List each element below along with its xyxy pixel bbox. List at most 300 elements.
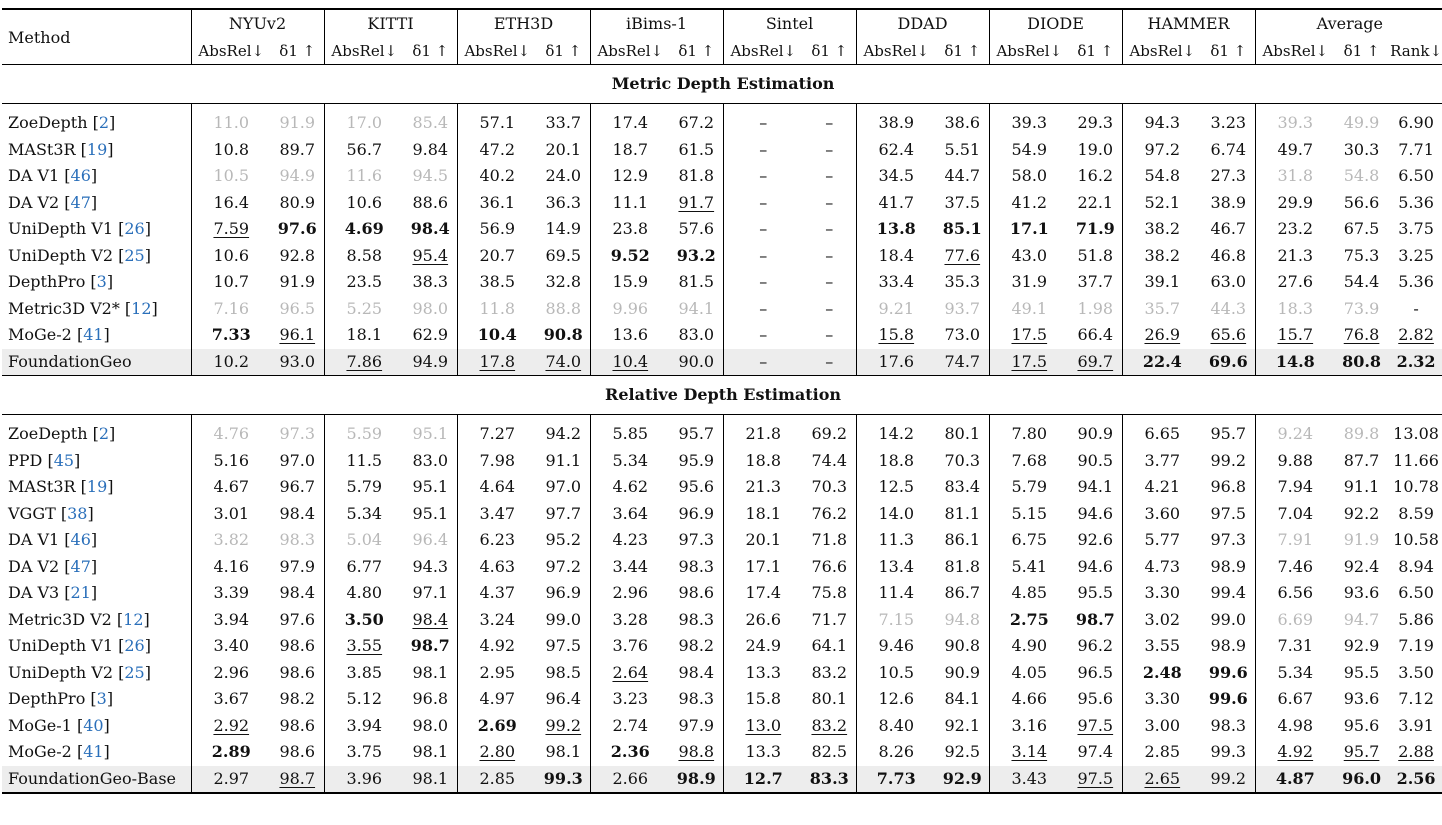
value-text: 2.56 (1396, 768, 1436, 788)
value-text: 2.74 (612, 715, 649, 735)
value-text: 3.82 (213, 530, 250, 550)
citation-link[interactable]: 3 (96, 689, 107, 709)
value-text: 3.75 (346, 742, 383, 762)
value-cell (404, 633, 457, 660)
value-text: 54.4 (1343, 272, 1380, 292)
value-cell (1122, 766, 1202, 794)
value-cell (1202, 580, 1255, 607)
value-text: 88.6 (412, 192, 449, 212)
value-cell (590, 474, 670, 501)
value-cell (803, 163, 856, 190)
citation-link[interactable]: 40 (83, 715, 104, 735)
value-text: – (759, 166, 768, 186)
value-cell (1202, 739, 1255, 766)
value-cell (324, 713, 404, 740)
value-cell (1255, 243, 1335, 270)
value-text: 2.65 (1144, 768, 1181, 788)
value-text: 3.94 (346, 715, 383, 735)
table-row (2, 163, 1442, 190)
value-cell (537, 296, 590, 323)
value-text: 17.8 (479, 351, 516, 371)
value-cell (457, 607, 537, 634)
value-cell (271, 686, 324, 713)
metric-header-delta1: δ1 ↑ (936, 37, 989, 65)
value-text: 12.7 (743, 768, 783, 788)
results-table (2, 8, 1442, 794)
value-cell (989, 527, 1069, 554)
dataset-header-nyuv2: NYUv2 (191, 9, 324, 37)
value-text: 4.63 (479, 556, 516, 576)
value-text: 85.1 (942, 219, 982, 239)
value-cell (936, 110, 989, 137)
value-text: 83.2 (811, 715, 848, 735)
value-text: 81.5 (678, 272, 715, 292)
value-cell (1335, 527, 1388, 554)
value-text: 98.9 (1210, 636, 1247, 656)
value-cell (537, 713, 590, 740)
value-text: 83.2 (811, 662, 848, 682)
value-cell (1202, 216, 1255, 243)
citation-link[interactable]: 25 (124, 662, 145, 682)
citation-link[interactable]: 19 (86, 139, 108, 159)
value-text: 2.75 (1009, 609, 1049, 629)
value-text: 71.8 (811, 530, 848, 550)
value-text: 7.27 (479, 424, 516, 444)
dataset-header-ddad: DDAD (856, 9, 989, 37)
value-text: 5.79 (346, 477, 383, 497)
value-text: 7.15 (878, 609, 915, 629)
value-text: – (825, 113, 834, 133)
value-cell (1388, 580, 1442, 607)
citation-link[interactable]: 25 (124, 245, 145, 265)
value-cell (457, 216, 537, 243)
value-text: 4.92 (479, 636, 516, 656)
metric-header-absrel: AbsRel↓ (457, 37, 537, 65)
citation-link[interactable]: 21 (70, 583, 91, 603)
value-text: 90.9 (944, 662, 981, 682)
value-cell (856, 739, 936, 766)
value-cell (457, 580, 537, 607)
value-cell (1255, 527, 1335, 554)
value-cell (803, 349, 856, 376)
value-cell (404, 686, 457, 713)
value-text: 17.4 (745, 583, 782, 603)
header-row-datasets (2, 9, 1442, 37)
section-title: Metric Depth Estimation (2, 65, 1442, 104)
value-text: 97.5 (1077, 768, 1114, 788)
value-cell (989, 766, 1069, 794)
value-cell (1069, 580, 1122, 607)
method-name-cell: PPD [45] (2, 448, 191, 475)
value-cell (856, 580, 936, 607)
value-cell (590, 137, 670, 164)
method-name: PPD (8, 450, 43, 470)
citation-link[interactable]: 46 (70, 530, 91, 550)
table-row (2, 527, 1442, 554)
value-text: 13.3 (745, 742, 782, 762)
value-text: 14.8 (1275, 351, 1315, 371)
value-cell (670, 739, 723, 766)
value-text: 18.1 (346, 325, 383, 345)
value-text: 43.0 (1011, 245, 1048, 265)
citation-link[interactable]: 2 (98, 424, 110, 444)
value-text: 3.75 (1398, 219, 1434, 239)
value-text: 24.0 (545, 166, 582, 186)
citation-link[interactable]: 2 (98, 113, 110, 133)
value-text: 87.7 (1343, 450, 1380, 470)
value-cell (404, 322, 457, 349)
value-cell (803, 269, 856, 296)
value-cell (457, 766, 537, 794)
value-text: 95.5 (1343, 662, 1380, 682)
value-cell (1069, 137, 1122, 164)
value-text: 94.8 (944, 609, 981, 629)
value-text: 13.3 (745, 662, 782, 682)
value-text: 7.46 (1277, 556, 1314, 576)
value-text: 5.15 (1011, 503, 1048, 523)
value-cell (1069, 501, 1122, 528)
value-text: 96.5 (279, 298, 316, 318)
value-cell (856, 501, 936, 528)
value-cell (989, 580, 1069, 607)
value-cell (191, 322, 271, 349)
value-cell (1255, 686, 1335, 713)
value-cell (1069, 322, 1122, 349)
value-cell (1202, 766, 1255, 794)
value-text: 94.3 (1144, 113, 1181, 133)
table-row (2, 554, 1442, 581)
value-text: 94.3 (412, 556, 449, 576)
value-text: 77.6 (944, 245, 981, 265)
value-text: 90.8 (944, 636, 981, 656)
value-cell (191, 501, 271, 528)
value-text: 98.7 (279, 768, 316, 788)
value-text: 98.3 (678, 689, 715, 709)
value-text: 90.0 (678, 351, 715, 371)
value-cell (1122, 421, 1202, 448)
value-text: 5.41 (1011, 556, 1048, 576)
value-text: 2.97 (213, 768, 250, 788)
value-text: 93.7 (944, 298, 981, 318)
metric-header-absrel: AbsRel↓ (191, 37, 271, 65)
value-cell (803, 739, 856, 766)
value-cell (1335, 322, 1388, 349)
value-text: 97.5 (1077, 715, 1114, 735)
value-cell (803, 243, 856, 270)
value-cell (1202, 686, 1255, 713)
value-text: – (759, 325, 768, 345)
citation-link[interactable]: 3 (96, 272, 107, 292)
value-text: 22.1 (1077, 192, 1114, 212)
value-text: 69.2 (811, 424, 848, 444)
value-text: 80.1 (944, 424, 981, 444)
value-cell (590, 216, 670, 243)
method-name-cell: ZoeDepth [2] (2, 110, 191, 137)
value-cell (271, 554, 324, 581)
value-cell (670, 269, 723, 296)
value-text: 98.8 (678, 742, 715, 762)
value-text: 93.2 (676, 245, 716, 265)
value-text: 76.6 (811, 556, 848, 576)
section-title-row (2, 65, 1442, 104)
value-text: 38.2 (1144, 245, 1181, 265)
value-text: 5.34 (612, 450, 649, 470)
value-cell (404, 349, 457, 376)
value-cell (1069, 110, 1122, 137)
citation-link[interactable]: 47 (70, 556, 91, 576)
value-cell (191, 686, 271, 713)
method-name: ZoeDepth (8, 424, 88, 444)
value-cell (271, 163, 324, 190)
value-text: 3.25 (1398, 245, 1434, 265)
value-text: 52.1 (1144, 192, 1181, 212)
method-name-cell: MASt3R [19] (2, 137, 191, 164)
value-text: 36.1 (479, 192, 516, 212)
value-text: 26.6 (745, 609, 782, 629)
value-cell (856, 527, 936, 554)
citation-link[interactable]: 47 (70, 192, 91, 212)
value-text: 76.2 (811, 503, 848, 523)
value-cell (537, 137, 590, 164)
value-cell (1335, 421, 1388, 448)
value-cell (670, 349, 723, 376)
value-cell (856, 633, 936, 660)
value-text: 80.1 (811, 689, 848, 709)
value-text: – (825, 166, 834, 186)
value-cell (670, 110, 723, 137)
dataset-header-sintel: Sintel (723, 9, 856, 37)
value-text: 7.33 (211, 325, 251, 345)
value-text: 90.8 (543, 325, 583, 345)
value-text: 13.4 (878, 556, 915, 576)
value-cell (856, 243, 936, 270)
value-cell (989, 421, 1069, 448)
value-text: 54.8 (1144, 166, 1181, 186)
value-cell (989, 501, 1069, 528)
citation-link[interactable]: 41 (83, 325, 104, 345)
value-cell (856, 269, 936, 296)
value-text: 11.4 (878, 583, 915, 603)
value-text: – (825, 139, 834, 159)
value-text: 98.5 (545, 662, 582, 682)
value-cell (1255, 421, 1335, 448)
method-name-cell: DA V3 [21] (2, 580, 191, 607)
value-text: 3.01 (213, 503, 250, 523)
value-cell (803, 660, 856, 687)
value-cell (537, 501, 590, 528)
value-text: 9.88 (1277, 450, 1314, 470)
value-text: 5.04 (346, 530, 383, 550)
value-cell (1255, 713, 1335, 740)
value-cell (457, 349, 537, 376)
value-cell (324, 554, 404, 581)
method-name: Metric3D V2 (8, 609, 112, 629)
value-cell (803, 110, 856, 137)
value-text: 4.80 (346, 583, 383, 603)
value-cell (1202, 243, 1255, 270)
citation-link[interactable]: 46 (70, 166, 91, 186)
value-cell (590, 527, 670, 554)
value-cell (936, 501, 989, 528)
value-text: 4.98 (1277, 715, 1314, 735)
value-cell (989, 474, 1069, 501)
value-text: 14.0 (878, 503, 915, 523)
value-text: 92.5 (944, 742, 981, 762)
value-cell (457, 686, 537, 713)
value-cell (404, 269, 457, 296)
value-text: 39.3 (1011, 113, 1048, 133)
citation-link[interactable]: 12 (123, 609, 144, 629)
table-row (2, 110, 1442, 137)
value-text: 18.7 (612, 139, 649, 159)
value-text: 7.73 (876, 768, 916, 788)
value-text: 83.3 (809, 768, 849, 788)
value-text: 98.0 (412, 715, 449, 735)
value-cell (457, 110, 537, 137)
value-text: 96.0 (1342, 768, 1382, 788)
value-text: – (759, 219, 768, 239)
value-cell (803, 137, 856, 164)
value-cell (457, 554, 537, 581)
citation-link[interactable]: 45 (53, 450, 75, 470)
value-text: 97.3 (1210, 530, 1247, 550)
value-cell (803, 216, 856, 243)
value-cell (723, 421, 803, 448)
value-cell (989, 554, 1069, 581)
value-cell (936, 554, 989, 581)
value-cell (803, 448, 856, 475)
citation-link[interactable]: 26 (124, 636, 145, 656)
value-text: 6.23 (479, 530, 516, 550)
table-row (2, 474, 1442, 501)
value-cell (404, 607, 457, 634)
value-cell (1255, 607, 1335, 634)
value-text: 8.94 (1398, 556, 1434, 576)
value-cell (1335, 448, 1388, 475)
value-text: 11.66 (1393, 450, 1439, 470)
value-text: – (825, 245, 834, 265)
value-text: 97.2 (1144, 139, 1181, 159)
value-cell (324, 607, 404, 634)
value-cell (1335, 243, 1388, 270)
value-text: 17.6 (878, 351, 915, 371)
value-text: 10.5 (213, 166, 250, 186)
value-cell (271, 580, 324, 607)
value-text: 98.3 (279, 530, 316, 550)
value-cell (1335, 349, 1388, 376)
value-cell (1388, 633, 1442, 660)
value-cell (1388, 660, 1442, 687)
value-text: 3.16 (1011, 715, 1048, 735)
value-text: 95.1 (412, 477, 449, 497)
value-text: 10.7 (213, 272, 250, 292)
method-name: MoGe-2 (8, 742, 72, 762)
value-text: 95.9 (678, 450, 715, 470)
value-cell (1122, 713, 1202, 740)
value-cell (457, 660, 537, 687)
value-text: 62.4 (878, 139, 915, 159)
method-name-cell: DA V1 [46] (2, 163, 191, 190)
value-text: 4.05 (1011, 662, 1048, 682)
method-name-cell: DepthPro [3] (2, 269, 191, 296)
value-text: 7.04 (1277, 503, 1314, 523)
value-text: 27.6 (1277, 272, 1314, 292)
value-cell (723, 216, 803, 243)
value-cell (457, 322, 537, 349)
value-text: 17.0 (346, 113, 383, 133)
value-text: 64.1 (811, 636, 848, 656)
value-text: 6.50 (1398, 166, 1434, 186)
value-text: 3.50 (1398, 662, 1434, 682)
value-text: 83.4 (944, 477, 981, 497)
value-text: 99.6 (1208, 689, 1248, 709)
value-cell (537, 527, 590, 554)
value-text: 56.9 (479, 219, 516, 239)
method-name-cell: DA V1 [46] (2, 527, 191, 554)
value-text: 3.43 (1011, 768, 1048, 788)
value-cell (670, 501, 723, 528)
value-text: 21.3 (745, 477, 782, 497)
citation-link[interactable]: 26 (124, 219, 145, 239)
value-cell (404, 739, 457, 766)
value-cell (191, 527, 271, 554)
value-text: 2.89 (211, 742, 251, 762)
value-cell (271, 296, 324, 323)
value-text: 11.1 (612, 192, 649, 212)
value-text: – (759, 192, 768, 212)
value-cell (191, 474, 271, 501)
value-text: 4.92 (1277, 742, 1314, 762)
citation-link[interactable]: 19 (86, 477, 108, 497)
value-text: 62.9 (412, 325, 449, 345)
value-text: 2.32 (1396, 351, 1436, 371)
value-text: 67.5 (1343, 219, 1380, 239)
value-text: 4.73 (1144, 556, 1181, 576)
value-text: 3.55 (346, 636, 383, 656)
method-name-cell: VGGT [38] (2, 501, 191, 528)
value-cell (856, 216, 936, 243)
value-cell (590, 739, 670, 766)
value-text: 95.4 (412, 245, 449, 265)
value-text: – (825, 219, 834, 239)
value-text: 17.1 (1009, 219, 1049, 239)
value-cell (324, 527, 404, 554)
value-text: – (825, 192, 834, 212)
value-cell (537, 580, 590, 607)
value-cell (191, 713, 271, 740)
value-cell (1388, 322, 1442, 349)
value-cell (590, 269, 670, 296)
value-text: 18.3 (1277, 298, 1314, 318)
value-text: 2.85 (1144, 742, 1181, 762)
method-name-cell: Metric3D V2* [12] (2, 296, 191, 323)
value-cell (1335, 216, 1388, 243)
citation-link[interactable]: 12 (131, 298, 152, 318)
value-cell (1122, 269, 1202, 296)
value-text: 94.9 (279, 166, 316, 186)
value-text: 10.2 (213, 351, 250, 371)
method-name-cell: UniDepth V1 [26] (2, 216, 191, 243)
method-name: UniDepth V1 (8, 636, 113, 656)
value-cell (1202, 660, 1255, 687)
value-text: 40.2 (479, 166, 516, 186)
citation-link[interactable]: 38 (67, 503, 88, 523)
value-text: 96.8 (1210, 477, 1247, 497)
value-text: 97.3 (279, 424, 316, 444)
citation-link[interactable]: 41 (83, 742, 104, 762)
value-text: 3.23 (612, 689, 649, 709)
value-text: 38.2 (1144, 219, 1181, 239)
